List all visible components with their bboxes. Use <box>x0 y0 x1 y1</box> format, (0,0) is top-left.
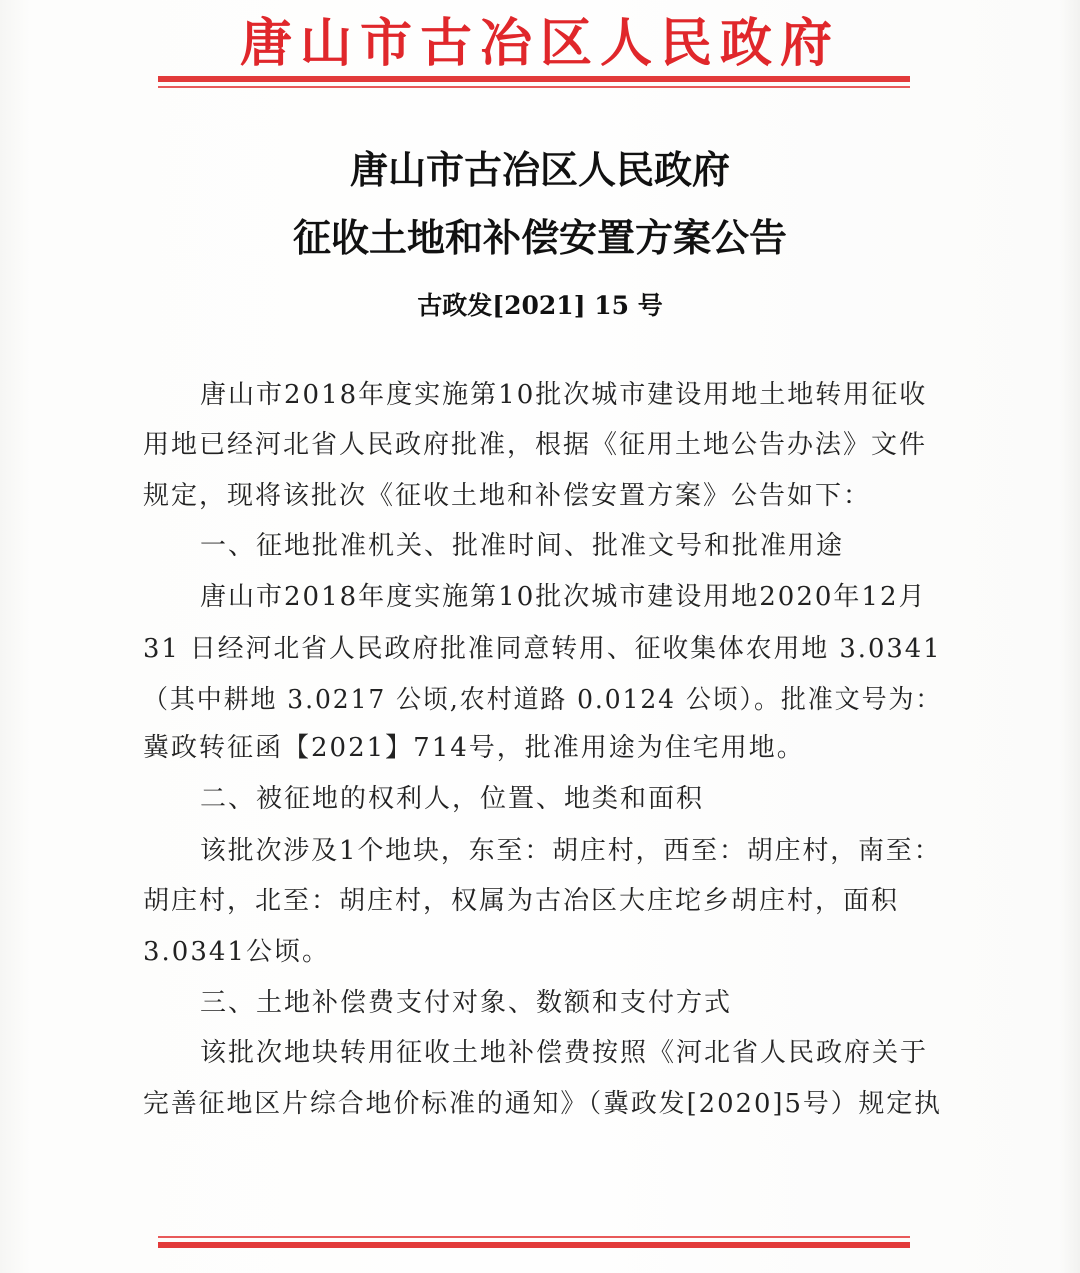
section-heading: 二、被征地的权利人，位置、地类和面积 <box>200 784 705 814</box>
document-title-line2: 征收土地和补偿安置方案公告 <box>292 215 787 260</box>
body-line: 胡庄村，北至：胡庄村，权属为古冶区大庄坨乡胡庄村，面积 <box>143 886 900 916</box>
letterhead-title: 唐山市古冶区人民政府 <box>239 13 840 74</box>
body-line: 该批次涉及1个地块，东至：胡庄村，西至：胡庄村，南至： <box>200 836 942 866</box>
body-line: 完善征地区片综合地价标准的通知》（冀政发[2020]5号）规定执 <box>143 1089 943 1119</box>
body-line: 31 日经河北省人民政府批准同意转用、征收集体农用地 3.0341 <box>143 634 942 664</box>
body-line: 用地已经河北省人民政府批准，根据《征用土地公告办法》文件 <box>143 430 928 460</box>
document-number: 古政发[2021] 15 号 <box>417 291 663 320</box>
section-heading: 三、土地补偿费支付对象、数额和支付方式 <box>200 988 733 1018</box>
body-line: 3.0341公顷。 <box>143 937 330 967</box>
document-title-line1: 唐山市古冶区人民政府 <box>349 147 730 192</box>
body-line: 该批次地块转用征收土地补偿费按照《河北省人民政府关于 <box>200 1038 929 1068</box>
letterhead-rule-thick <box>158 76 910 82</box>
footer-rule-thin <box>158 1236 910 1238</box>
body-line: 唐山市2018年度实施第10批次城市建设用地2020年12月 <box>200 582 927 612</box>
section-heading: 一、征地批准机关、批准时间、批准文号和批准用途 <box>200 531 845 561</box>
body-line: 唐山市2018年度实施第10批次城市建设用地土地转用征收 <box>200 380 928 410</box>
body-line: 冀政转征函【2021】714号，批准用途为住宅用地。 <box>143 733 805 763</box>
body-line: 规定，现将该批次《征收土地和补偿安置方案》公告如下： <box>143 481 872 511</box>
footer-rule-thick <box>158 1242 910 1248</box>
letterhead-rule-thin <box>158 86 910 88</box>
body-line: （其中耕地 3.0217 公顷,农村道路 0.0124 公顷）。批准文号为： <box>143 685 943 715</box>
